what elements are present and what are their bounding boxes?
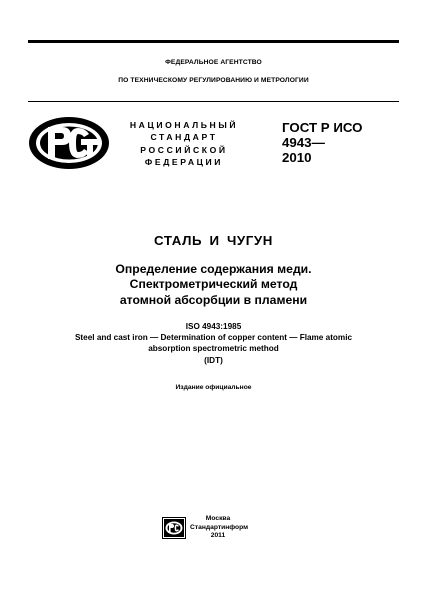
standard-number-line: 4943— xyxy=(282,135,325,150)
standard-number-line: 2010 xyxy=(282,150,312,165)
publisher-city: Москва xyxy=(205,515,231,522)
subtitle-line: атомной абсорбции в пламени xyxy=(119,292,308,307)
national-line: СТАНДАРТ xyxy=(150,132,218,143)
agency-name-line-2: ПО ТЕХНИЧЕСКОМУ РЕГУЛИРОВАНИЮ И МЕТРОЛОГИИ xyxy=(118,77,309,84)
document-subtitle xyxy=(28,262,399,308)
header-divider xyxy=(28,101,399,102)
publisher-name: Стандартинформ xyxy=(190,523,249,531)
iso-code: ISO 4943:1985 xyxy=(185,322,242,331)
rst-gost-logo-icon xyxy=(27,115,111,171)
iso-english-title-line: Steel and cast iron — Determination of copper content — Flame atomic xyxy=(74,333,353,343)
publisher-info xyxy=(190,515,249,541)
iso-equivalence: (IDT) xyxy=(204,355,223,365)
iso-english-title-line: absorption spectrometric method xyxy=(148,344,279,354)
standard-number-line: ГОСТ Р ИСО xyxy=(282,120,363,135)
document-title: СТАЛЬ И ЧУГУН xyxy=(154,233,273,248)
national-line: ФЕДЕРАЦИИ xyxy=(144,156,224,167)
subtitle-line: Определение содержания меди. xyxy=(115,262,312,276)
subtitle-line: Спектрометрический метод xyxy=(129,277,298,292)
national-standard-label xyxy=(117,119,251,168)
edition-label: Издание официальное xyxy=(175,384,252,391)
top-rule xyxy=(28,40,399,43)
agency-name-line-1: ФЕДЕРАЛЬНОЕ АГЕНТСТВО xyxy=(165,59,262,66)
standard-number xyxy=(282,120,363,165)
national-line: РОССИЙСКОЙ xyxy=(140,144,228,155)
publisher-year: 2011 xyxy=(210,532,226,540)
iso-reference xyxy=(28,321,399,366)
national-line: НАЦИОНАЛЬНЫЙ xyxy=(129,120,239,130)
standartinform-logo-icon xyxy=(162,517,186,539)
